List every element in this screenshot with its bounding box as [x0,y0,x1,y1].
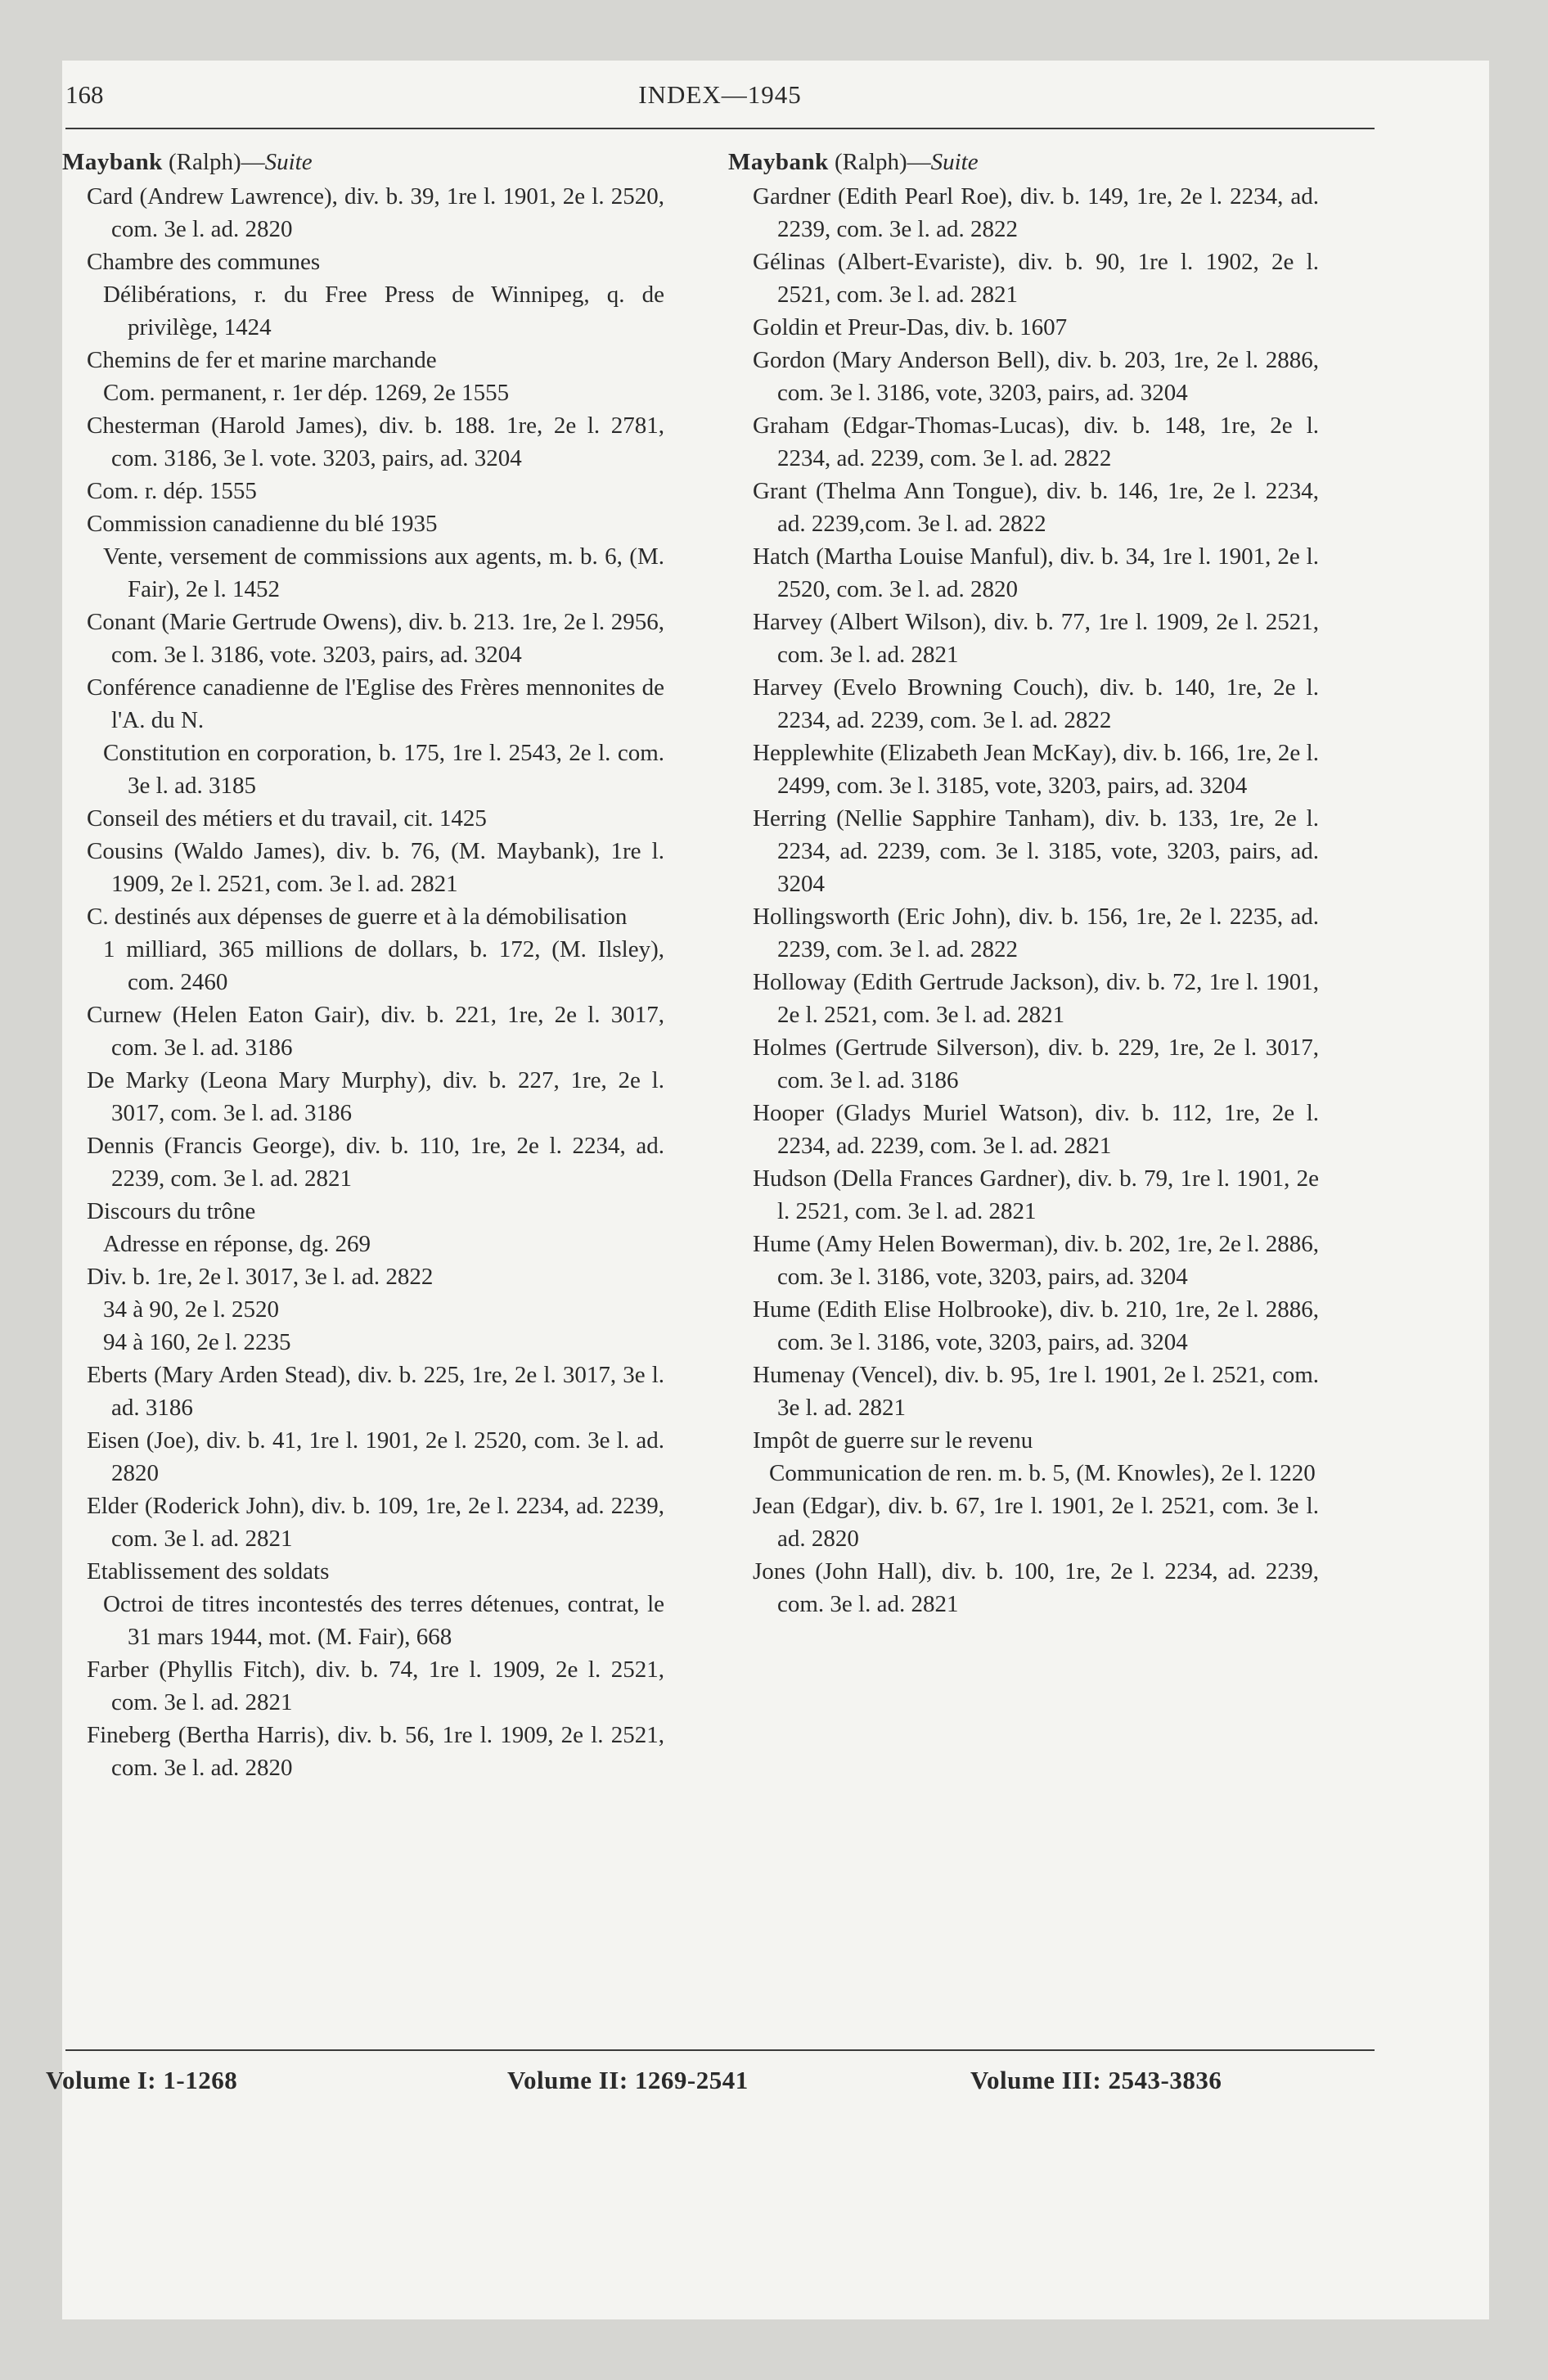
index-entry: Jones (John Hall), div. b. 100, 1re, 2e l. 2234, ad. 2239, com. 3e l. ad. 2821 [753,1558,1319,1617]
heading-name: Maybank [62,149,163,175]
index-subentry: 1 milliard, 365 millions de dollars, b. 172, (M. Ilsley), com. 2460 [103,936,664,995]
heading-name: Maybank [728,149,829,175]
index-entry: Hepplewhite (Elizabeth Jean McKay), div. b. 166, 1re, 2e l. 2499, com. 3e l. 3185, vote, 3203, pairs, ad. 3204 [753,740,1319,799]
page-number: 168 [65,80,104,109]
heading-suite: Suite [930,149,979,175]
index-entry: Herring (Nellie Sapphire Tanham), div. b. 133, 1re, 2e l. 2234, ad. 2239, com. 3e l. 3185, vote, 3203, pairs, ad. 3204 [753,805,1319,897]
index-heading: Impôt de guerre sur le revenu [753,1427,1033,1454]
index-entry: Cousins (Waldo James), div. b. 76, (M. Maybank), 1re l. 1909, 2e l. 2521, com. 3e l. ad. 2821 [87,838,664,897]
index-entry: Hollingsworth (Eric John), div. b. 156, 1re, 2e l. 2235, ad. 2239, com. 3e l. ad. 2822 [753,904,1319,962]
index-subentry: 94 à 160, 2e l. 2235 [103,1329,291,1355]
index-subentry: Vente, versement de commissions aux agents, m. b. 6, (M. Fair), 2e l. 1452 [103,543,664,602]
heading-rest: (Ralph)— [162,149,265,175]
index-heading: Div. b. 1re, 2e l. 3017, 3e l. ad. 2822 [87,1264,434,1290]
index-entry: Humenay (Vencel), div. b. 95, 1re l. 1901, 2e l. 2521, com. 3e l. ad. 2821 [753,1362,1319,1421]
index-entry: Gordon (Mary Anderson Bell), div. b. 203, 1re, 2e l. 2886, com. 3e l. 3186, vote, 3203, pairs, ad. 3204 [753,347,1319,406]
footer-rule [65,2049,1375,2051]
right-column [728,146,1319,1620]
index-heading: Chemins de fer et marine marchande [87,347,437,373]
index-entry: Elder (Roderick John), div. b. 109, 1re, 2e l. 2234, ad. 2239, com. 3e l. ad. 2821 [87,1493,664,1552]
index-entry: De Marky (Leona Mary Murphy), div. b. 227, 1re, 2e l. 3017, com. 3e l. ad. 3186 [87,1067,664,1126]
page-header [65,80,1375,119]
index-subentry: Communication de ren. m. b. 5, (M. Knowles), 2e l. 1220 [769,1460,1316,1486]
index-entry: C. destinés aux dépenses de guerre et à la démobilisation [87,904,628,930]
running-title: INDEX—1945 [638,80,802,109]
left-entries [62,180,664,1784]
index-entry: Eberts (Mary Arden Stead), div. b. 225, 1re, 2e l. 3017, 3e l. ad. 3186 [87,1362,664,1421]
index-entry: Hatch (Martha Louise Manful), div. b. 34, 1re l. 1901, 2e l. 2520, com. 3e l. ad. 2820 [753,543,1319,602]
index-entry: Eisen (Joe), div. b. 41, 1re l. 1901, 2e l. 2520, com. 3e l. ad. 2820 [87,1427,664,1486]
index-subentry: 34 à 90, 2e l. 2520 [103,1296,280,1323]
index-entry: Conant (Marie Gertrude Owens), div. b. 213. 1re, 2e l. 2956, com. 3e l. 3186, vote. 3203, pairs, ad. 3204 [87,609,664,668]
index-heading: Commission canadienne du blé 1935 [87,511,438,537]
index-heading: Chambre des communes [87,249,321,275]
index-entry: Farber (Phyllis Fitch), div. b. 74, 1re l. 1909, 2e l. 2521, com. 3e l. ad. 2821 [87,1657,664,1715]
heading-suite: Suite [264,149,313,175]
index-subentry: Constitution en corporation, b. 175, 1re l. 2543, 2e l. com. 3e l. ad. 3185 [103,740,664,799]
index-entry: Gélinas (Albert-Evariste), div. b. 90, 1re l. 1902, 2e l. 2521, com. 3e l. ad. 2821 [753,249,1319,308]
index-entry: Gardner (Edith Pearl Roe), div. b. 149, 1re, 2e l. 2234, ad. 2239, com. 3e l. ad. 2822 [753,183,1319,242]
index-heading: Com. r. dép. 1555 [87,478,257,504]
right-entries [728,180,1319,1620]
left-column-heading [62,146,664,178]
index-heading: Discours du trône [87,1198,256,1224]
index-heading: Conseil des métiers et du travail, cit. 1425 [87,805,487,832]
index-subentry: Com. permanent, r. 1er dép. 1269, 2e 1555 [103,380,510,406]
index-entry: Harvey (Evelo Browning Couch), div. b. 140, 1re, 2e l. 2234, ad. 2239, com. 3e l. ad. 2822 [753,674,1319,733]
index-entry: Card (Andrew Lawrence), div. b. 39, 1re l. 1901, 2e l. 2520, com. 3e l. ad. 2820 [87,183,664,242]
left-column [62,146,664,1784]
index-heading: Etablissement des soldats [87,1558,330,1584]
index-entry: Conférence canadienne de l'Eglise des Frères mennonites de l'A. du N. [87,674,664,733]
index-entry: Curnew (Helen Eaton Gair), div. b. 221, 1re, 2e l. 3017, com. 3e l. ad. 3186 [87,1002,664,1061]
index-entry: Hooper (Gladys Muriel Watson), div. b. 112, 1re, 2e l. 2234, ad. 2239, com. 3e l. ad. 2821 [753,1100,1319,1159]
index-subentry: Délibérations, r. du Free Press de Winnipeg, q. de privilège, 1424 [103,282,664,340]
index-entry: Dennis (Francis George), div. b. 110, 1re, 2e l. 2234, ad. 2239, com. 3e l. ad. 2821 [87,1133,664,1192]
index-entry: Jean (Edgar), div. b. 67, 1re l. 1901, 2e l. 2521, com. 3e l. ad. 2820 [753,1493,1319,1552]
header-rule [65,128,1375,129]
index-entry: Goldin et Preur-Das, div. b. 1607 [753,314,1068,340]
index-entry: Holloway (Edith Gertrude Jackson), div. b. 72, 1re l. 1901, 2e l. 2521, com. 3e l. ad. 2821 [753,969,1319,1028]
footer-volume-3: Volume III: 2543-3836 [970,2066,1222,2094]
heading-rest: (Ralph)— [828,149,931,175]
right-column-heading [728,146,1319,178]
footer-volume-2: Volume II: 1269-2541 [507,2066,749,2094]
index-entry: Grant (Thelma Ann Tongue), div. b. 146, 1re, 2e l. 2234, ad. 2239,com. 3e l. ad. 2822 [753,478,1319,537]
index-subentry: Octroi de titres incontestés des terres détenues, contrat, le 31 mars 1944, mot. (M. Fair), 668 [103,1591,664,1650]
index-entry: Hudson (Della Frances Gardner), div. b. 79, 1re l. 1901, 2e l. 2521, com. 3e l. ad. 2821 [753,1165,1319,1224]
index-entry: Hume (Edith Elise Holbrooke), div. b. 210, 1re, 2e l. 2886, com. 3e l. 3186, vote, 3203, pairs, ad. 3204 [753,1296,1319,1355]
footer-volume-1: Volume I: 1-1268 [46,2066,238,2094]
index-entry: Graham (Edgar-Thomas-Lucas), div. b. 148, 1re, 2e l. 2234, ad. 2239, com. 3e l. ad. 2822 [753,412,1319,471]
index-entry: Fineberg (Bertha Harris), div. b. 56, 1re l. 1909, 2e l. 2521, com. 3e l. ad. 2820 [87,1722,664,1781]
index-entry: Chesterman (Harold James), div. b. 188. 1re, 2e l. 2781, com. 3186, 3e l. vote. 3203, pairs, ad. 3204 [87,412,664,471]
index-entry: Harvey (Albert Wilson), div. b. 77, 1re l. 1909, 2e l. 2521, com. 3e l. ad. 2821 [753,609,1319,668]
index-entry: Holmes (Gertrude Silverson), div. b. 229, 1re, 2e l. 3017, com. 3e l. ad. 3186 [753,1034,1319,1093]
index-subentry: Adresse en réponse, dg. 269 [103,1231,371,1257]
index-entry: Hume (Amy Helen Bowerman), div. b. 202, 1re, 2e l. 2886, com. 3e l. 3186, vote, 3203, pairs, ad. 3204 [753,1231,1319,1290]
